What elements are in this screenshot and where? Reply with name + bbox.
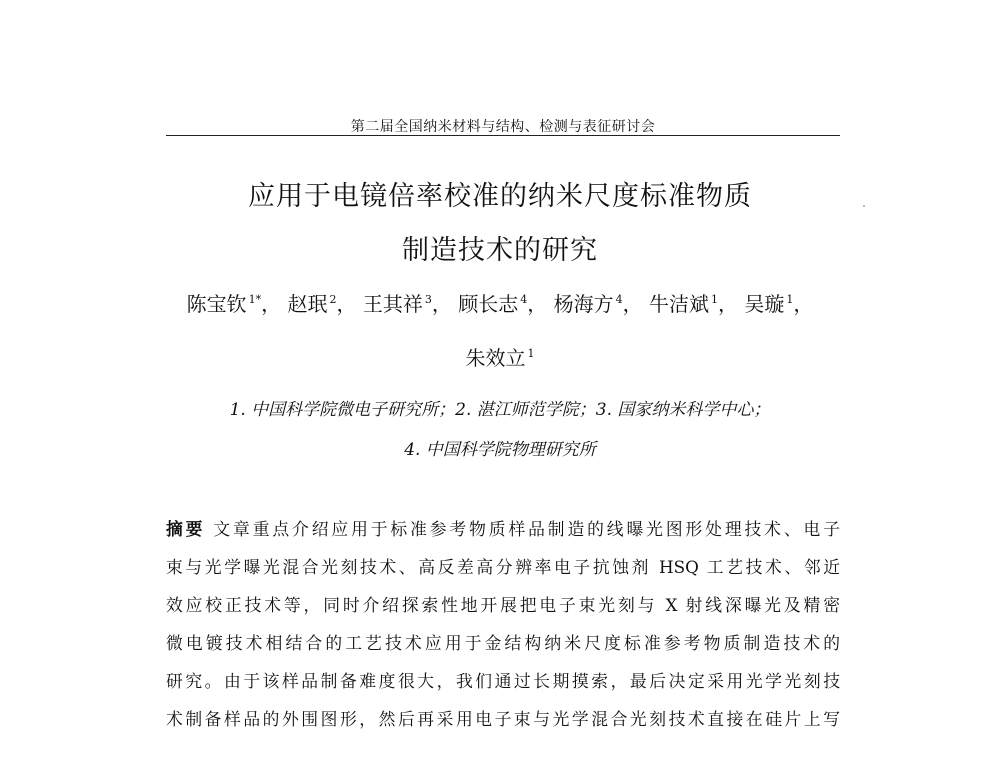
author-name: 朱效立	[465, 346, 526, 370]
author-affil-mark: 3	[424, 293, 432, 307]
author-name: 陈宝钦	[186, 292, 247, 316]
author-separator: ，	[336, 292, 357, 316]
author-separator: ，	[261, 292, 282, 316]
abstract-line: 研究。由于该样品制备难度很大，我们通过长期摸索，最后决定采用光学光刻技	[166, 671, 840, 691]
author-affil-mark: 1	[786, 293, 794, 307]
abstract-text: 文章重点介绍应用于标准参考物质样品制造的线曝光图形处理技术、电子	[213, 519, 840, 539]
abstract-label: 摘要	[166, 519, 206, 539]
author-separator: ，	[527, 292, 548, 316]
author-affil-mark: 1	[710, 293, 718, 307]
author-affil-mark: 4	[615, 293, 623, 307]
conference-header: 第二届全国纳米材料与结构、检测与表征研讨会	[350, 119, 656, 135]
header-rule	[166, 135, 840, 136]
author-name: 吴璇	[744, 292, 785, 316]
paper-title-line-2: 制造技术的研究	[402, 235, 598, 266]
paper-title-line-1: 应用于电镜倍率校准的纳米尺度标准物质	[248, 181, 752, 212]
author-affil-mark: 1*	[248, 293, 262, 307]
author-separator: ，	[431, 292, 452, 316]
author-separator: ，	[717, 292, 738, 316]
abstract-line	[166, 510, 840, 548]
abstract-line: 束与光学曝光混合光刻技术、高反差高分辨率电子抗蚀剂 HSQ 工艺技术、邻近	[166, 557, 840, 577]
author-name: 顾长志	[458, 292, 519, 316]
author-name: 王其祥	[362, 292, 423, 316]
authors-line-2	[0, 342, 1000, 371]
author-affil-mark: 1	[527, 347, 535, 361]
abstract-line: 效应校正技术等，同时介绍探索性地开展把电子束光刻与 X 射线深曝光及精密	[166, 595, 840, 615]
author-name: 牛洁斌	[648, 292, 709, 316]
author-name: 杨海方	[553, 292, 614, 316]
affiliations-line-2: 4. 中国科学院物理研究所	[404, 440, 596, 460]
author-affil-mark: 2	[329, 293, 337, 307]
abstract-line: 微电镀技术相结合的工艺技术应用于金结构纳米尺度标准参考物质制造技术的	[166, 633, 840, 653]
author-separator: ，	[622, 292, 643, 316]
abstract-line: 术制备样品的外围图形，然后再采用电子束与光学混合光刻技术直接在硅片上写	[166, 709, 840, 729]
author-separator: ，	[793, 292, 814, 316]
authors-line-1	[0, 288, 1000, 317]
abstract	[166, 510, 840, 738]
author-name: 赵珉	[287, 292, 328, 316]
author-affil-mark: 4	[520, 293, 528, 307]
affiliations-line-1: 1. 中国科学院微电子研究所；2. 湛江师范学院；3. 国家纳米科学中心；	[229, 400, 771, 420]
